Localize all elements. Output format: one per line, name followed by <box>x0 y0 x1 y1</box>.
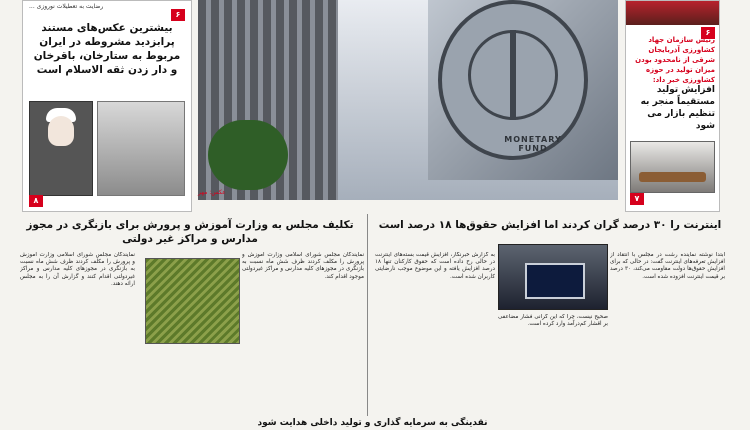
separator <box>367 214 368 416</box>
page-badge: ۸ <box>29 195 43 207</box>
snippet-text: رضایت به تعطیلات نوروزی ... <box>29 3 104 10</box>
story-title-1: تکلیف مجلس به وزارت آموزش و پرورش برای بازنگری در مجوز مدارس و مراکز غیر دولتی <box>26 219 354 245</box>
meeting-photo <box>630 141 715 193</box>
footer-headline: نقدینگی به سرمایه گذاری و تولید داخلی هدایت شود <box>257 418 488 428</box>
seal-text: MONETARY FUND <box>504 135 562 153</box>
portrait-photo <box>29 101 93 196</box>
portrait-head-shape <box>48 116 74 146</box>
story-column-a: نمایندگان مجلس شورای اسلامی وزارت آموزش و پرورش را مکلف کردند ظرف شش ماه نسبت به بازنگری در مجوزهای کلیه مدارس و مراکز غیردولتی اقدام کنند و گزارش آن را به مجلس ارائه دهند. <box>20 252 135 287</box>
group-photo <box>97 101 185 196</box>
page-badge: ۷ <box>630 193 644 205</box>
right-headline: افزایش تولید مستقیماً منجر به تنظیم بازار می شود <box>640 85 715 131</box>
photo-credit: عکس: مهر <box>198 189 226 196</box>
left-headline: بیشترین عکس‌های مستند پرابزدید مشروطه در ایران مربوط به ستارخان، باقرخان و دار زدن ثقه الاسلام است <box>33 22 181 76</box>
history-photos <box>29 101 185 196</box>
farm-photo <box>626 1 719 25</box>
story-column-d: صحیح نیست، چرا که این گرانی فشار مضاعفی بر اقشار کم‌درآمد وارد کرده است. <box>498 314 608 328</box>
globe-line <box>510 30 516 120</box>
right-story-box <box>625 0 720 212</box>
meeting-table <box>639 172 706 182</box>
parliament-photo <box>145 258 240 344</box>
center-feature-photo <box>198 0 618 200</box>
laptop-photo <box>498 244 608 310</box>
tree-shape <box>208 120 288 190</box>
page-badge: ۶ <box>171 9 185 21</box>
story-column-e: ابتدا نوشته نماینده رشت در مجلس با انتقاد از افزایش تعرفه‌های اینترنت گفت: در حالی که برای افزایش حقوق‌ها دولت مقاومت می‌کند، ۳۰ درصد بر قیمت اینترنت افزوده شده است. <box>610 252 725 280</box>
story-column-c: به گزارش خبرنگار، افزایش قیمت بسته‌های اینترنت در حالی رخ داده است که حقوق کارکنان تنها ۱۸ درصد افزایش یافته و این موضوع موجب نارضایتی کاربران شده است. <box>375 252 495 280</box>
story-column-b: نمایندگان مجلس شورای اسلامی وزارت آموزش و پرورش را مکلف کردند ظرف شش ماه نسبت به بازنگری در مجوزهای کلیه مدارس و مراکز غیردولتی موجود اقدام کند. <box>242 252 364 280</box>
left-story-box <box>22 0 192 212</box>
right-lead: رئیس سازمان جهاد کشاورزی آذربایجان شرقی از نامحدود بودن میزان تولید در حوزه کشاورزی خبر داد: <box>635 36 715 84</box>
laptop-screen <box>525 263 585 299</box>
story-title-2: اینترنت را ۳۰ درصد گران کردند اما افزایش حقوق‌ها ۱۸ درصد است <box>378 219 722 231</box>
page-badge: ۶ <box>701 27 715 39</box>
